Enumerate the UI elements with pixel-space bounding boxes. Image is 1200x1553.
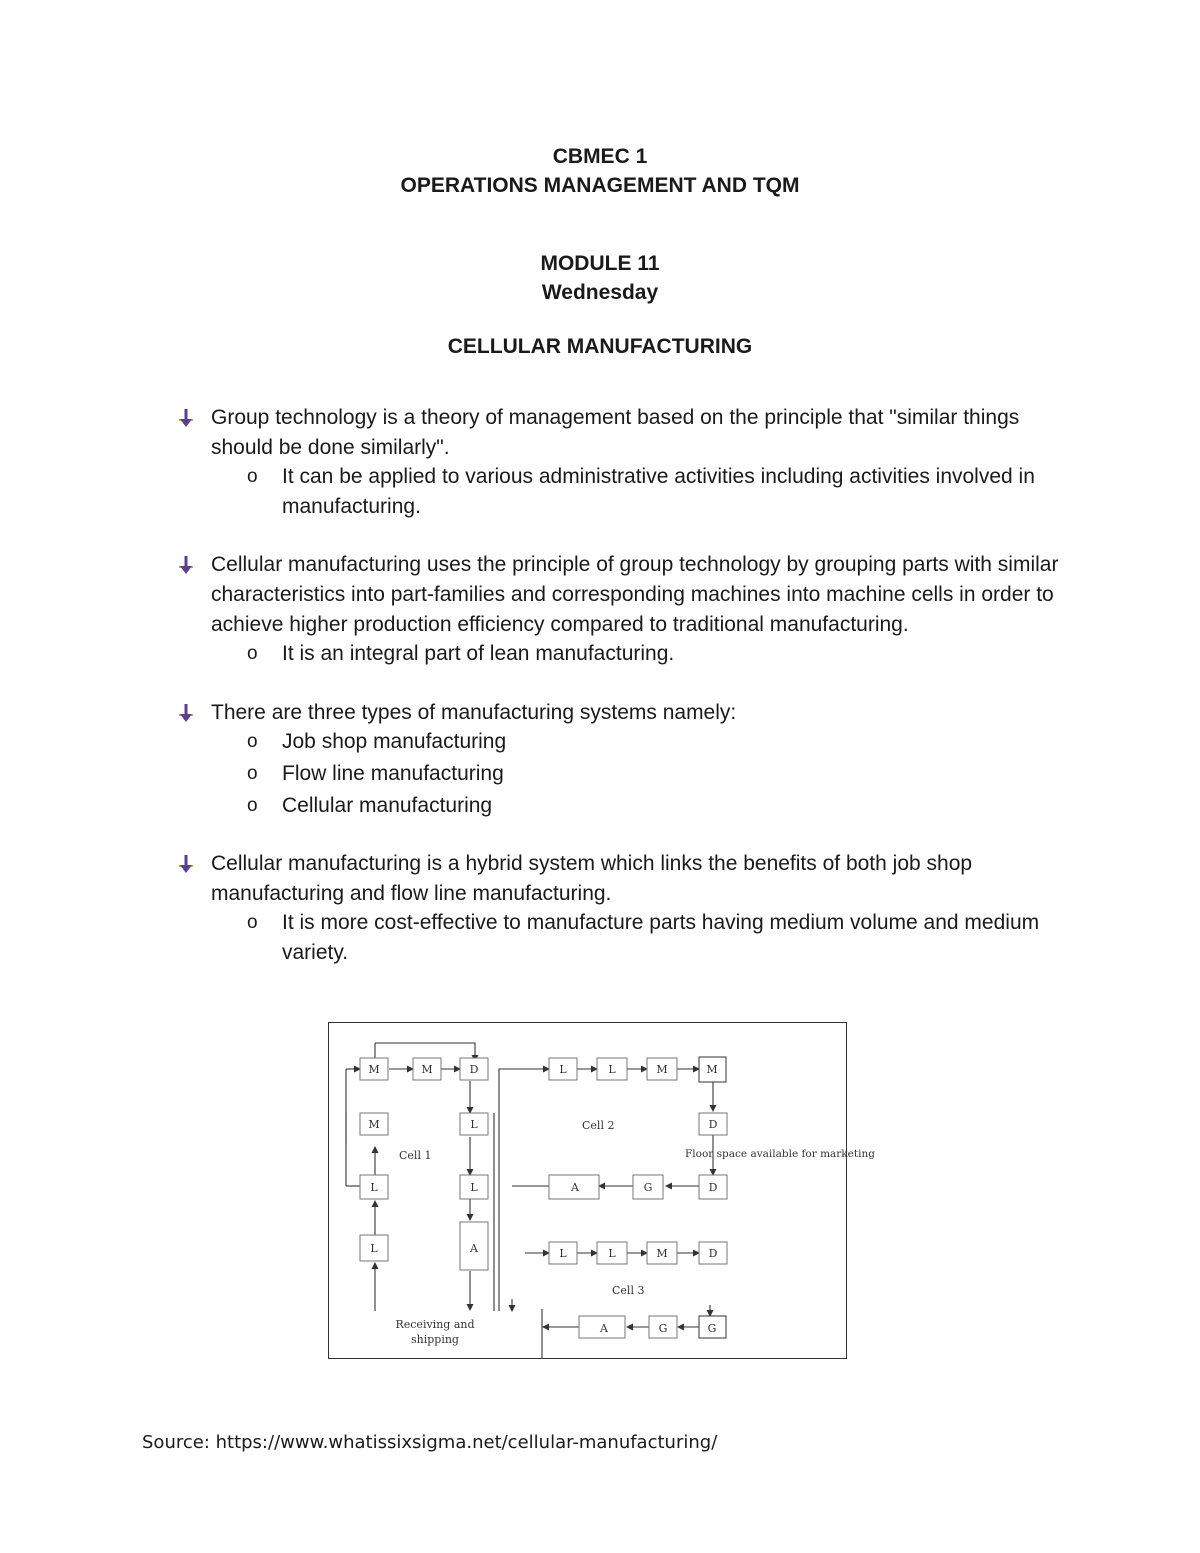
- svg-text:M: M: [706, 1063, 718, 1076]
- svg-text:M: M: [368, 1118, 380, 1131]
- sub-list: [0, 462, 1200, 521]
- bullet-text: Cellular manufacturing uses the principle of group technology by grouping parts with similar characteristics into part-families and corresponding machines into machine cells in order to achieve higher production efficiency compared to traditional manufacturing.: [211, 553, 1059, 636]
- node-c2-d2: [699, 1175, 727, 1199]
- svg-text:G: G: [707, 1322, 717, 1335]
- node-c1-l4: [360, 1235, 388, 1261]
- node-c3-d: [699, 1242, 727, 1264]
- svg-text:D: D: [708, 1247, 718, 1260]
- sub-text: Flow line manufacturing: [282, 761, 504, 785]
- floor-space-label: Floor space available for marketing: [685, 1148, 875, 1160]
- node-c1-m1: [360, 1058, 388, 1080]
- node-c2-l2: [597, 1058, 627, 1080]
- bullet-item: [0, 849, 1200, 967]
- svg-text:D: D: [708, 1118, 718, 1131]
- arrow-down-bullet-icon: [176, 702, 196, 724]
- node-c2-a: [549, 1175, 599, 1199]
- sub-list: [0, 639, 1200, 669]
- diagram-canvas: [329, 1023, 875, 1358]
- bullet-item: [0, 698, 1200, 820]
- receiving-label-line1: Receiving and: [395, 1318, 475, 1331]
- cell2-label: Cell 2: [582, 1119, 615, 1132]
- node-c3-g1: [649, 1316, 677, 1338]
- svg-text:D: D: [469, 1063, 479, 1076]
- svg-text:M: M: [656, 1063, 668, 1076]
- svg-text:L: L: [470, 1181, 478, 1194]
- sub-marker: o: [247, 466, 258, 488]
- node-c3-l2: [597, 1242, 627, 1264]
- node-c3-g2: [699, 1316, 726, 1338]
- svg-text:L: L: [370, 1242, 378, 1255]
- bullet-list: [0, 403, 1200, 997]
- cell3-label: Cell 3: [612, 1284, 645, 1297]
- node-c2-m2: [699, 1057, 726, 1082]
- node-c1-l2: [360, 1175, 388, 1199]
- sub-item: [247, 908, 1062, 967]
- sub-list: [0, 908, 1200, 967]
- svg-text:A: A: [470, 1242, 478, 1255]
- node-c1-d: [460, 1058, 488, 1080]
- bullet-text: Cellular manufacturing is a hybrid system which links the benefits of both job shop manufacturing and flow line manufacturing.: [211, 852, 973, 905]
- sub-item: [247, 791, 1062, 821]
- node-c1-l1: [460, 1113, 488, 1135]
- topic-title: CELLULAR MANUFACTURING: [447, 335, 753, 358]
- sub-marker: o: [247, 912, 258, 934]
- svg-text:L: L: [370, 1181, 378, 1194]
- node-c3-m: [647, 1242, 677, 1264]
- bullet-item: [0, 550, 1200, 668]
- topic-header: [0, 332, 1200, 361]
- node-c3-a: [579, 1316, 625, 1338]
- svg-text:M: M: [656, 1247, 668, 1260]
- svg-text:G: G: [643, 1181, 653, 1194]
- source-citation: Source: https://www.whatissixsigma.net/cellular-manufacturing/: [142, 1432, 718, 1453]
- node-c2-d1: [699, 1113, 727, 1135]
- bullet-text: Group technology is a theory of management based on the principle that "similar things should be done similarly".: [211, 406, 1020, 459]
- sub-list: [0, 727, 1200, 820]
- sub-item: [247, 727, 1062, 757]
- module-number: MODULE 11: [540, 252, 660, 275]
- module-header: [0, 249, 1200, 307]
- sub-marker: o: [247, 643, 258, 665]
- arrow-down-bullet-icon: [176, 407, 196, 429]
- connector: [499, 1069, 549, 1311]
- sub-text: It is more cost-effective to manufacture parts having medium volume and medium variety.: [282, 911, 1040, 964]
- sub-marker: o: [247, 731, 258, 753]
- course-code: CBMEC 1: [552, 145, 648, 168]
- sub-text: It is an integral part of lean manufacturing.: [282, 642, 675, 666]
- bullet-item: [0, 403, 1200, 521]
- node-c3-l1: [549, 1242, 577, 1264]
- svg-text:A: A: [600, 1322, 608, 1335]
- node-c2-m1: [647, 1058, 677, 1080]
- node-c1-m3: [360, 1113, 388, 1135]
- svg-text:D: D: [708, 1181, 718, 1194]
- svg-text:M: M: [421, 1063, 433, 1076]
- cell1-label: Cell 1: [399, 1149, 432, 1162]
- svg-text:L: L: [470, 1118, 478, 1131]
- node-c2-g: [633, 1175, 663, 1199]
- svg-text:G: G: [658, 1322, 668, 1335]
- svg-text:L: L: [608, 1247, 616, 1260]
- arrow-down-bullet-icon: [176, 853, 196, 875]
- receiving-label-line2: shipping: [411, 1333, 459, 1346]
- node-c1-m2: [413, 1058, 441, 1080]
- sub-marker: o: [247, 794, 258, 816]
- course-header: [0, 142, 1200, 200]
- node-c1-l3: [460, 1175, 488, 1199]
- sub-text: It can be applied to various administrative activities including activities involved in manufacturing.: [282, 465, 1035, 518]
- arrow-down-bullet-icon: [176, 554, 196, 576]
- bullet-text: There are three types of manufacturing systems namely:: [211, 700, 737, 724]
- node-c1-a: [460, 1222, 488, 1270]
- course-title: OPERATIONS MANAGEMENT AND TQM: [400, 174, 800, 197]
- sub-item: [247, 759, 1062, 789]
- svg-text:L: L: [608, 1063, 616, 1076]
- node-c2-l1: [549, 1058, 577, 1080]
- svg-text:L: L: [559, 1247, 567, 1260]
- svg-text:A: A: [571, 1181, 579, 1194]
- module-day: Wednesday: [541, 281, 659, 304]
- sub-text: Job shop manufacturing: [282, 730, 507, 754]
- svg-text:M: M: [368, 1063, 380, 1076]
- cellular-layout-diagram: [328, 1022, 875, 1359]
- sub-text: Cellular manufacturing: [282, 793, 493, 817]
- svg-text:L: L: [559, 1063, 567, 1076]
- sub-item: [247, 639, 1062, 669]
- sub-marker: o: [247, 762, 258, 784]
- sub-item: [247, 462, 1062, 521]
